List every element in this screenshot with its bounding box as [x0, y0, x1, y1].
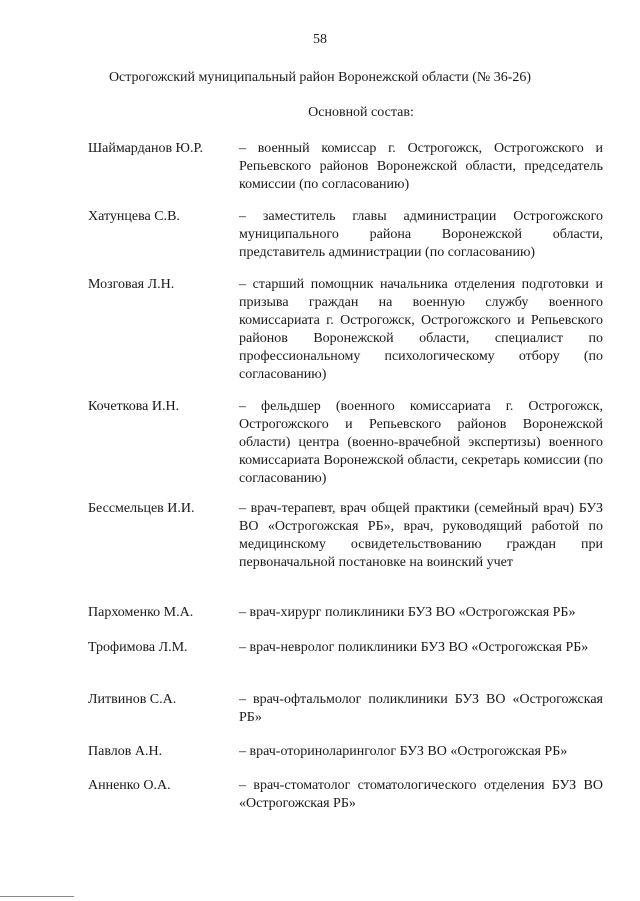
member-name: Трофимова Л.М. [88, 640, 188, 655]
member-name: Пархоменко М.А. [88, 605, 194, 620]
member-role: – врач-терапевт, врач общей практики (семейный врач) БУЗ ВО «Острогожская РБ», врач, руководящий работой по медицинскому освидетельствованию граждан при первоначальной постановке на воинский учет [239, 501, 603, 570]
member-role: – врач-офтальмолог поликлиники БУЗ ВО «Острогожская РБ» [239, 692, 603, 725]
member-name: Анненко О.А. [88, 778, 171, 793]
member-name: Кочеткова И.Н. [88, 399, 180, 414]
region-title: Острогожский муниципальный район Воронежской области (№ 36-26) [108, 70, 532, 85]
bottom-divider [0, 896, 74, 897]
member-role: – фельдшер (военного комиссариата г. Острогожск, Острогожского и Репьевского районов Воронежской области) центра (военно-врачебной экспертизы) военного комиссариата Воронежской области, секретарь комиссии (по согласованию) [239, 399, 603, 486]
member-role: – старший помощник начальника отделения подготовки и призыва граждан на военную службу военного комиссариата г. Острогожск, Острогожского и Репьевского районов Воронежской области, специалист по профессиональному психологическому отбору (по согласованию) [239, 277, 603, 382]
member-name: Шаймарданов Ю.Р. [88, 141, 203, 156]
member-name: Литвинов С.А. [88, 692, 177, 707]
member-name: Павлов А.Н. [88, 744, 163, 759]
composition-title: Основной состав: [308, 105, 414, 120]
member-role: – заместитель главы администрации Острогожского муниципального района Воронежской области, представитель администрации (по согласованию) [239, 209, 603, 260]
member-name: Хатунцева С.В. [88, 209, 180, 224]
member-name: Бессмельцев И.И. [88, 501, 195, 516]
member-role: – врач-хирург поликлиники БУЗ ВО «Острогожская РБ» [239, 605, 576, 620]
member-role: – врач-стоматолог стоматологического отделения БУЗ ВО «Острогожская РБ» [239, 778, 603, 811]
member-role: – врач-оториноларинголог БУЗ ВО «Острогожская РБ» [239, 744, 568, 759]
member-role: – врач-невролог поликлиники БУЗ ВО «Острогожская РБ» [239, 640, 589, 655]
member-name: Мозговая Л.Н. [88, 277, 175, 292]
page-number: 58 [313, 32, 327, 47]
member-role: – военный комиссар г. Острогожск, Острогожского и Репьевского районов Воронежской области, председатель комиссии (по согласованию) [239, 141, 603, 192]
